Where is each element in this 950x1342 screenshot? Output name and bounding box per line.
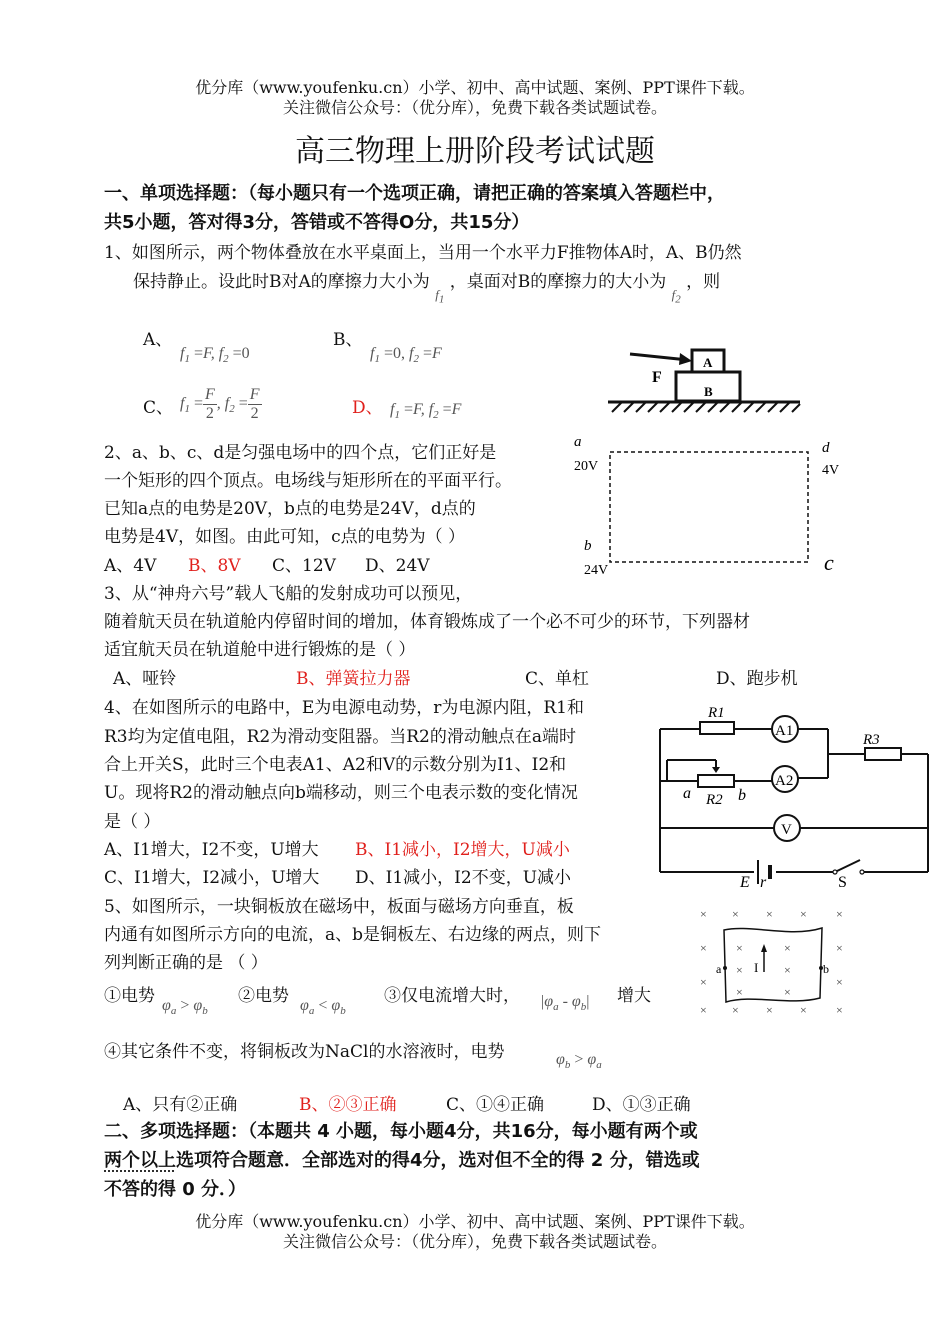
point-a-potential: 20V xyxy=(574,459,599,474)
svg-text:×: × xyxy=(784,941,791,955)
footer-line-2: 关注微信公众号：（优分库），免费下载各类试题试卷。 xyxy=(282,1232,667,1251)
label-e: E xyxy=(740,874,750,891)
point-a-label: a xyxy=(574,434,582,450)
q1-line-1: 1、如图所示，两个物体叠放在水平桌面上，当用一个水平力F推物体A时，A、B仍然 xyxy=(104,243,742,263)
force-arrow xyxy=(630,354,688,360)
point-d-potential: 4V xyxy=(822,463,840,478)
field-cross: × xyxy=(700,975,707,989)
section2-line-2: 两个以上选项符合题意．全部选对的得4分，选对但不全的得 2 分，错选或 xyxy=(104,1150,700,1171)
footer-line-1: 优分库（www.youfenku.cn）小学、初中、高中试题、案例、PPT课件下载。 xyxy=(195,1212,755,1231)
q5-option-d: D、①③正确 xyxy=(592,1095,691,1115)
q5-statement-4: ④其它条件不变，将铜板改为NaCl的水溶液时，电势 xyxy=(104,1042,505,1062)
q2-option-b: B、8V xyxy=(188,556,241,576)
q4-option-d: D、I1减小，I2不变，U减小 xyxy=(355,868,572,888)
q5-copper-plate-figure xyxy=(690,902,860,1022)
q5-statement-1: ①电势 xyxy=(104,986,155,1006)
q1-option-a-formula: $f_1 =F$, $f_2 =0$ xyxy=(180,345,250,366)
point-d-label: d xyxy=(822,440,830,456)
section2-line-1: 二、多项选择题：（本题共 4 小题，每小题4分，共16分，每小题有两个或 xyxy=(104,1121,698,1142)
label-r2: R2 xyxy=(706,792,723,808)
field-cross: × xyxy=(836,1003,843,1017)
q2-line-4: 电势是4V，如图。由此可知，c点的电势为（ ） xyxy=(104,527,466,547)
q1-line-2: 保持静止。设此时B对A的摩擦力大小为 $_{f_1}$ ，桌面对B的摩擦力的大小为 $_{f_2}$ ，则 xyxy=(133,272,721,306)
q5-statement-3: ③仅电流增大时， xyxy=(384,986,520,1006)
q5-line-2: 内通有如图所示方向的电流，a、b是铜板左、右边缘的两点，则下 xyxy=(104,925,602,945)
point-b-label: b xyxy=(584,538,592,554)
label-a2: A2 xyxy=(775,773,794,789)
q5-option-c: C、①④正确 xyxy=(446,1095,545,1115)
svg-text:×: × xyxy=(736,985,743,999)
q4-option-c: C、I1增大，I2减小，U增大 xyxy=(104,868,320,888)
q2-option-a: A、4V xyxy=(104,556,157,576)
q3-line-1: 3、从“神舟六号”载人飞船的发射成功可以预见， xyxy=(104,584,473,604)
q1-blocks-figure xyxy=(608,340,803,422)
label-s: S xyxy=(838,874,847,891)
q1-option-b: B、 xyxy=(333,330,363,350)
q4-line-2: R3均为定值电阻，R2为滑动变阻器。当R2的滑动触点在a端时 xyxy=(104,727,576,747)
q5-statement-3-formula: $|\varphi_a - \varphi_b|$ xyxy=(541,993,590,1014)
point-c-label: c xyxy=(824,550,834,575)
q4-circuit-figure xyxy=(650,700,940,894)
label-b: b xyxy=(738,787,746,804)
field-cross: × xyxy=(800,907,807,921)
header-line-1: 优分库（www.youfenku.cn）小学、初中、高中试题、案例、PPT课件下载。 xyxy=(195,78,755,97)
resistor-r3 xyxy=(865,748,901,760)
q2-option-c: C、12V xyxy=(272,556,336,576)
field-cross: × xyxy=(836,975,843,989)
q3-line-2: 随着航天员在轨道舱内停留时间的增加，体育锻炼成了一个必不可少的环节，下列器材 xyxy=(104,612,750,632)
section2-line-3: 不答的得 0 分．） xyxy=(104,1179,247,1200)
q3-option-d: D、跑步机 xyxy=(716,669,798,689)
point-b-label: b xyxy=(823,962,829,976)
header-line-2: 关注微信公众号：（优分库），免费下载各类试题试卷。 xyxy=(282,98,667,117)
label-a1: A1 xyxy=(775,723,794,739)
q5-statement-1-formula: $\varphi_a > \varphi_b$ xyxy=(162,997,208,1018)
q4-line-4: U。现将R2的滑动触点向b端移动，则三个电表示数的变化情况 xyxy=(104,783,578,803)
svg-text:×: × xyxy=(736,941,743,955)
q1-option-c-formula: $f_1$ = $\frac{F}{2}$ , $f_2$ = $\frac{F}{2}$ xyxy=(180,386,260,422)
q2-option-d: D、24V xyxy=(365,556,430,576)
switch-s xyxy=(835,860,860,872)
field-cross: × xyxy=(700,941,707,955)
q2-rectangle-figure xyxy=(568,432,848,580)
q1-option-d: D、 xyxy=(352,398,383,418)
q2-line-1: 2、a、b、c、d是匀强电场中的四个点，它们正好是 xyxy=(104,443,497,463)
resistor-r2 xyxy=(698,775,734,787)
q3-option-c: C、单杠 xyxy=(525,669,590,689)
f2-symbol: f2 xyxy=(671,287,681,306)
q3-line-3: 适宜航天员在轨道舱中进行锻炼的是（ ） xyxy=(104,640,416,660)
emphasis-text: 两个以上 xyxy=(104,1150,176,1171)
q3-option-a: A、哑铃 xyxy=(113,669,177,689)
q3-option-b: B、弹簧拉力器 xyxy=(296,669,411,689)
q2-line-2: 一个矩形的四个顶点。电场线与矩形所在的平面平行。 xyxy=(104,471,512,491)
q2-line-3: 已知a点的电势是20V，b点的电势是24V，d点的 xyxy=(104,499,476,519)
q1-option-a: A、 xyxy=(143,330,173,350)
field-cross: × xyxy=(800,1003,807,1017)
svg-text:×: × xyxy=(784,963,791,977)
field-cross: × xyxy=(732,907,739,921)
section1-line-2: 共5小题，答对得3分，答错或不答得O分，共15分） xyxy=(104,212,530,233)
current-label: I xyxy=(754,960,759,975)
field-cross: × xyxy=(700,907,707,921)
section1-line-1: 一、单项选择题：（每小题只有一个选项正确，请把正确的答案填入答题栏中， xyxy=(104,183,725,204)
q5-option-b: B、②③正确 xyxy=(299,1095,397,1115)
q1-option-c: C、 xyxy=(143,398,174,418)
svg-text:×: × xyxy=(736,963,743,977)
q5-line-1: 5、如图所示，一块铜板放在磁场中，板面与磁场方向垂直，板 xyxy=(104,897,574,917)
label-r3: R3 xyxy=(863,732,880,748)
q5-line-3: 列判断正确的是 （ ） xyxy=(104,953,268,973)
q4-line-3: 合上开关S，此时三个电表A1、A2和V的示数分别为I1、I2和 xyxy=(104,755,567,775)
block-a-label: A xyxy=(703,355,713,370)
block-b-label: B xyxy=(704,384,713,399)
label-r: r xyxy=(760,874,767,891)
force-arrowhead xyxy=(679,353,692,365)
q1-option-b-formula: $f_1 =0$, $f_2 =F$ xyxy=(370,345,442,366)
label-v: V xyxy=(781,822,792,838)
q4-line-1: 4、在如图所示的电路中，E为电源电动势，r为电源内阻，R1和 xyxy=(104,698,584,718)
field-cross: × xyxy=(766,907,773,921)
page-title: 高三物理上册阶段考试试题 xyxy=(295,134,655,169)
q4-option-a: A、I1增大，I2不变，U增大 xyxy=(104,840,319,860)
slider-arrow xyxy=(712,767,720,773)
field-cross: × xyxy=(836,941,843,955)
q4-option-b: B、I1减小，I2增大，U减小 xyxy=(355,840,570,860)
q4-line-5: 是（ ） xyxy=(104,812,161,832)
q5-statement-2: ②电势 xyxy=(238,986,289,1006)
point-b-potential: 24V xyxy=(584,563,609,578)
q5-statement-2-formula: $\varphi_a < \varphi_b$ xyxy=(300,997,346,1018)
field-cross: × xyxy=(766,1003,773,1017)
label-a: a xyxy=(683,785,691,802)
label-r1: R1 xyxy=(708,705,725,721)
field-cross: × xyxy=(732,1003,739,1017)
field-rectangle xyxy=(610,452,808,562)
q5-statement-4-formula: $\varphi_b > \varphi_a$ xyxy=(556,1051,602,1072)
q5-option-a: A、只有②正确 xyxy=(123,1095,238,1115)
q5-statement-3-tail: 增大 xyxy=(617,986,651,1006)
field-cross: × xyxy=(836,907,843,921)
svg-text:×: × xyxy=(784,985,791,999)
resistor-r1 xyxy=(700,722,734,734)
point-a-label: a xyxy=(716,962,722,976)
f1-symbol: f1 xyxy=(435,287,445,306)
q1-option-d-formula: $f_1 =F$, $f_2 =F$ xyxy=(390,401,462,422)
field-cross: × xyxy=(700,1003,707,1017)
force-label: F xyxy=(652,369,662,386)
